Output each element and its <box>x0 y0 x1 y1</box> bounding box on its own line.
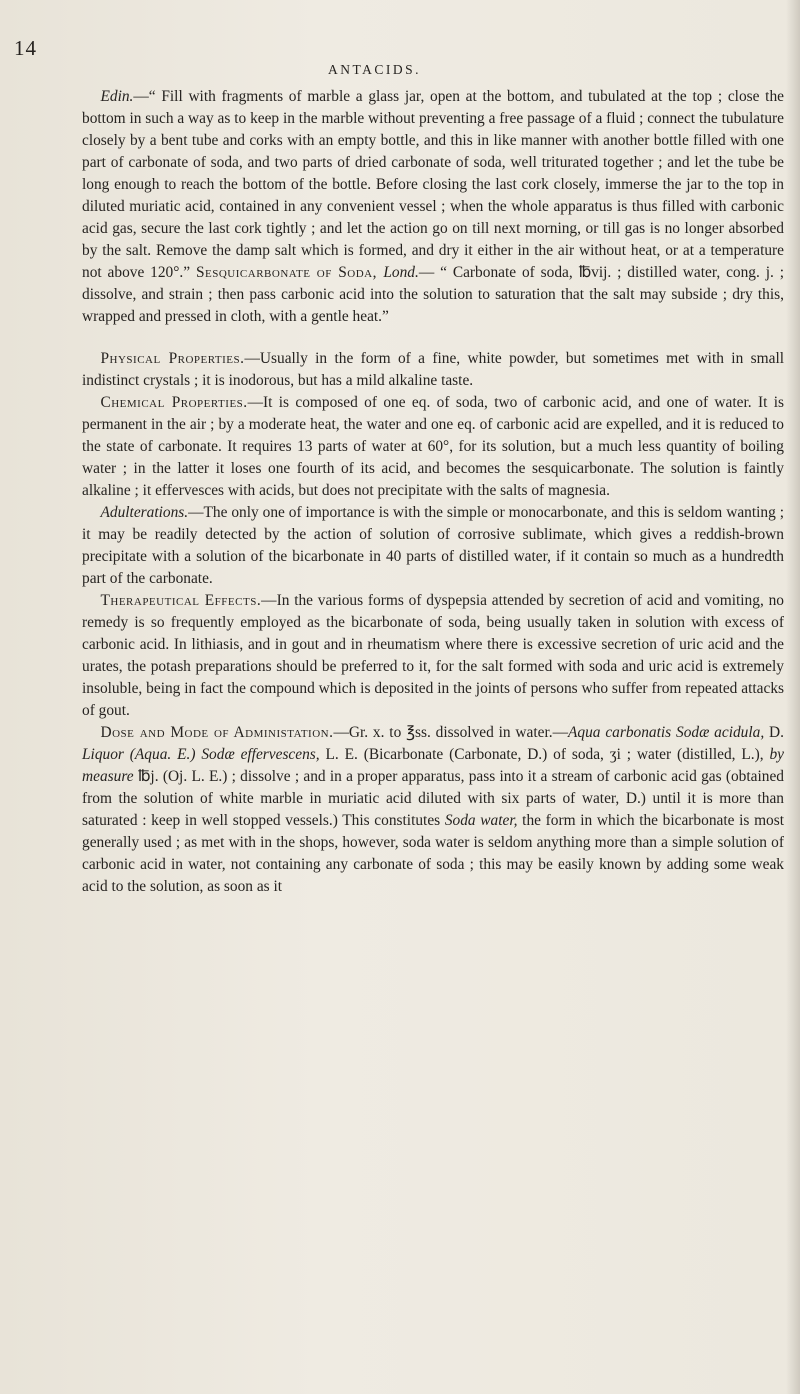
chemical-properties-text: —It is composed of one eq. of soda, two of carbonic acid, and one of water. It is permanent in the air ; by a moderate heat, the water and one eq. of carbonic acid are expelled, and it is reduced to the state of carbonate. It requires 13 parts of water at 60°, for its solution, but a much less quantity of boiling water ; in the latter it loses one fourth of its acid, and becomes the sesquicarbonate. The solution is faintly alkaline ; it effervesces with acids, but does not precipitate with the salts of magnesia. <box>82 394 784 499</box>
chemical-properties-paragraph <box>82 392 784 502</box>
chemical-properties-heading: Chemical Properties. <box>100 394 248 411</box>
page-binding-shadow <box>786 0 800 1394</box>
adulterations-heading: Adulterations. <box>100 504 189 521</box>
sesquicarbonate-heading: Sesquicarbonate of Soda, <box>195 264 384 281</box>
dose-heading: Dose and Mode of Administation. <box>100 724 334 741</box>
adulterations-paragraph <box>82 502 784 590</box>
aqua-carbonatis-name: Aqua carbonatis Sodæ acidula, <box>568 724 765 741</box>
adulterations-text: —The only one of importance is with the simple or monocarbonate, and this is seldom wanting ; it may be readily detected by the action of solution of corrosive sublimate, which gives a reddish-brown precipitate with a solution of the bicarbonate in 40 parts of distilled water, if it contain so much as a hundredth part of the carbonate. <box>82 504 784 587</box>
dose-text-1: —Gr. x. to ℥ss. dissolved in water.— <box>333 724 568 741</box>
running-head: ANTACIDS. <box>328 62 422 77</box>
page-header <box>0 0 800 90</box>
soda-water-term: Soda water, <box>444 812 518 829</box>
page-number: 14 <box>14 36 37 60</box>
therapeutical-effects-paragraph <box>82 590 784 722</box>
dose-text-5: the form in which the bicarbonate is most generally used ; as met with in the shops, however, soda water is seldom anything more than a simple solution of carbonic acid in water, not containing any carbonate of soda ; this may be easily known by adding some weak acid to the solution, as soon as it <box>82 812 785 895</box>
dose-paragraph <box>82 722 784 898</box>
edin-paragraph <box>82 86 784 328</box>
sesquicarbonate-text: — “ Carbonate of soda, ℔vij. ; distilled water, cong. j. ; dissolve, and strain ; then pass carbonic acid into the solution to saturation that the salt may subside ; dry this, wrapped and pressed in cloth, with a gentle heat.” <box>82 264 784 325</box>
by-measure-phrase: by measure <box>82 746 784 785</box>
physical-properties-heading: Physical Properties. <box>100 350 245 367</box>
dose-text-4: ℔j. (Oj. L. E.) ; dissolve ; and in a proper apparatus, pass into it a stream of carbonic acid gas (obtained from the solution of white marble in muriatic acid diluted with six parts of water, D.) until it is more than saturated : keep in well stopped vessels.) This constitutes <box>82 768 784 829</box>
dose-text-2: D. <box>764 724 784 741</box>
edin-text: —“ Fill with fragments of marble a glass jar, open at the bottom, and tubulated at the top ; close the bottom in such a way as to keep in the marble without preventing a free passage of a fluid ; connect the tubulature closely by a bent tube and corks with an empty bottle, and this in like manner with another bottle filled with one part of carbonate of soda, and two parts of dried carbonate of soda, well triturated together ; and let the tube be long enough to reach the bottom of the bottle. Before closing the last cork closely, immerse the jar to the top in diluted muriatic acid, contained in any convenient vessel ; when the whole apparatus is thus filled with carbonic acid gas, secure the last cork tightly ; and let the action go on till next morning, or till gas is no longer absorbed by the salt. Remove the damp salt which is formed, and dry it either in the air without heat, or at a temperature not above 120°.” <box>82 88 784 281</box>
physical-properties-text: —Usually in the form of a fine, white powder, but sometimes met with in small indistinct crystals ; it is inodorous, but has a mild alkaline taste. <box>82 350 784 389</box>
lond-source: Lond. <box>383 264 419 281</box>
body-text <box>82 86 784 898</box>
dose-text-3: L. E. (Bicarbonate (Carbonate, D.) of soda, ʒi ; water (distilled, L.), <box>319 746 770 763</box>
edin-source: Edin. <box>100 88 134 105</box>
physical-properties-paragraph <box>82 348 784 392</box>
liquor-sodae-name: Liquor (Aqua. E.) Sodæ effervescens, <box>82 746 320 763</box>
therapeutical-effects-heading: Therapeutical Effects. <box>100 592 262 609</box>
therapeutical-effects-text: —In the various forms of dyspepsia attended by secretion of acid and vomiting, no remedy is so frequently employed as the bicarbonate of soda, being usually taken in solution with excess of carbonic acid. In lithiasis, and in gout and in rheumatism where there is excessive secretion of uric acid and the urates, the potash preparations should be preferred to it, for the salt formed with soda and uric acid is extremely insoluble, being in fact the compound which is deposited in the joints of persons who suffer from repeated attacks of gout. <box>82 592 784 719</box>
